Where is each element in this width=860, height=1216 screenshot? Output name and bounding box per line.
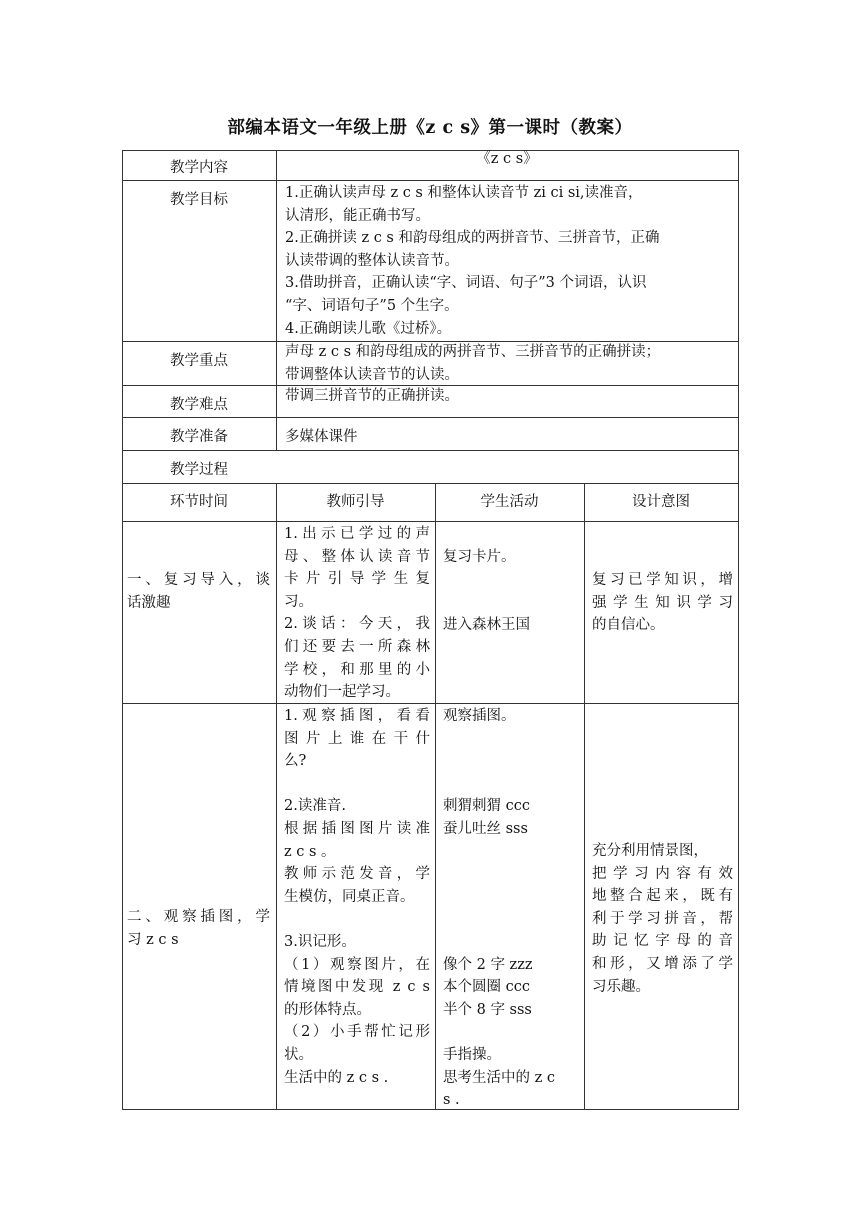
row-divider: [122, 417, 739, 418]
student-line: 复习卡片。: [443, 549, 516, 565]
teacher-line: 母、整体认读音节: [284, 548, 430, 565]
table-divider-col1-lower: [276, 483, 277, 1110]
teacher-line: 图片上谁在干什: [284, 730, 430, 747]
table-divider-col1: [276, 150, 277, 450]
table-divider-col3: [584, 483, 585, 1110]
student-line: [443, 773, 579, 796]
header-student: 学生活动: [480, 494, 539, 510]
section1-teacher: [284, 523, 430, 704]
section2-stage: [127, 906, 270, 951]
student-line: s .: [443, 1092, 460, 1109]
teacher-line: 1.出示已学过的声: [284, 526, 430, 542]
table-divider-col2: [435, 483, 436, 1110]
intent-line: 把学习内容有效: [592, 865, 733, 882]
teacher-line: （2）小手帮忙记形: [284, 1024, 430, 1041]
row-divider: [122, 483, 739, 484]
student-line: 观察插图。: [443, 708, 516, 724]
goals-line: 3.借助拼音，正确认读“字、词语、句子”3 个词语，认识: [285, 275, 647, 292]
section1-stage: [127, 569, 270, 614]
goals-line: 1.正确认读声母 z c s 和整体认读音节 zi ci si,读准音，: [285, 185, 643, 201]
goals-line: 认读带调的整体认读音节。: [285, 252, 459, 269]
goals-line: 认清形，能正确书写。: [285, 207, 430, 224]
key-line: 声母 z c s 和韵母组成的两拼音节、三拼音节的正确拼读；: [285, 344, 661, 360]
teacher-line: 情境图中发现 z c s: [284, 979, 430, 996]
section2-student: [443, 705, 579, 1112]
content-value: 《z c s》: [476, 151, 538, 167]
row-divider: [122, 521, 739, 522]
table-border-right: [738, 150, 739, 1110]
student-line: 刺猬刺猬 ccc: [443, 798, 530, 815]
student-line: [443, 728, 579, 751]
student-line: [443, 863, 579, 886]
teacher-line: 2.读准音.: [284, 798, 346, 815]
intent-line: 和形，又增添了学: [592, 955, 733, 972]
intent-line: 复习已学知识，增: [592, 572, 733, 588]
goals-line: “字、词语句子”5 个生字。: [285, 297, 459, 314]
teacher-line: 的形体特点。: [284, 1001, 371, 1018]
intent-line: 强学生知识学习: [592, 594, 733, 611]
goals-line: 2.正确拼读 z c s 和韵母组成的两拼音节、三拼音节，正确: [285, 230, 660, 247]
teacher-line: 卡片引导学生复: [284, 571, 430, 588]
prep-value: 多媒体课件: [285, 429, 358, 445]
intent-line: 充分利用情景图，: [592, 843, 708, 859]
intent-line: 助记忆字母的音: [592, 933, 733, 950]
student-line: [443, 908, 579, 931]
student-line: 半个 8 字 sss: [443, 1001, 532, 1018]
table-border-bottom: [122, 1109, 739, 1110]
section1-intent: [592, 569, 733, 637]
student-line: 本个圆圈 ccc: [443, 979, 530, 996]
student-line: [443, 591, 579, 614]
student-line: 思考生活中的 z c: [443, 1069, 555, 1086]
intent-line: 利于学习拼音，帮: [592, 910, 733, 927]
content-label: 教学内容: [170, 160, 228, 176]
student-line: [443, 569, 579, 592]
teacher-line: 2.谈话：今天，我: [284, 616, 430, 633]
row-divider: [122, 450, 739, 451]
section2-intent: [592, 840, 733, 998]
difficult-label: 教学难点: [170, 397, 228, 413]
goals-line: 4.正确朗读儿歌《过桥》。: [285, 320, 452, 337]
teacher-line: 习。: [284, 593, 313, 610]
stage-line: 二、观察插图，学: [127, 909, 270, 925]
header-intent: 设计意图: [632, 494, 690, 510]
teacher-line: 么?: [284, 753, 307, 770]
intent-line: 的自信心。: [592, 617, 665, 634]
difficult-value: 带调三拼音节的正确拼读。: [285, 388, 459, 404]
student-line: [443, 931, 579, 954]
key-line: 带调整体认读音节的认读。: [285, 366, 459, 383]
process-label: 教学过程: [170, 462, 228, 478]
row-divider: [122, 703, 739, 704]
teacher-line: 状。: [284, 1046, 313, 1063]
row-divider: [122, 180, 739, 181]
teacher-line: 动物们一起学习。: [284, 684, 400, 701]
intent-line: 地整合起来，既有: [592, 888, 733, 905]
goals-label: 教学目标: [170, 192, 228, 208]
goals-text: [285, 182, 731, 340]
stage-line: 一、复习导入，谈: [127, 572, 270, 588]
student-line: 蚕儿吐丝 sss: [443, 820, 528, 837]
header-stage: 环节时间: [170, 494, 228, 510]
student-line: 进入森林王国: [443, 616, 530, 633]
table-border-left: [122, 150, 123, 1110]
teacher-line: 3.识记形。: [284, 933, 356, 950]
page-title: 部编本语文一年级上册《z c s》第一课时（教案）: [227, 118, 633, 138]
student-line: 像个 2 字 zzz: [443, 956, 533, 973]
key-text: [285, 341, 731, 386]
teacher-line: 根据插图图片读准: [284, 820, 430, 837]
teacher-line: 1.观察插图，看看: [284, 708, 430, 724]
teacher-line: 生活中的 z c s .: [284, 1069, 389, 1086]
intent-line: 习乐趣。: [592, 978, 650, 995]
teacher-line: [284, 908, 430, 931]
teacher-line: [284, 773, 430, 796]
header-teacher: 教师引导: [326, 494, 385, 510]
key-label: 教学重点: [170, 353, 228, 369]
prep-label: 教学准备: [170, 429, 228, 445]
student-line: [443, 841, 579, 864]
section1-student: [443, 546, 579, 636]
student-line: [443, 1021, 579, 1044]
stage-line: 话激趣: [127, 594, 171, 611]
student-line: [443, 886, 579, 909]
stage-line: 习 z c s: [127, 931, 179, 948]
teacher-line: 学校，和那里的小: [284, 661, 430, 678]
teacher-line: 们还要去一所森林: [284, 638, 430, 655]
teacher-line: z c s 。: [284, 843, 336, 860]
teacher-line: （1）观察图片，在: [284, 956, 430, 973]
student-line: [443, 750, 579, 773]
student-line: 手指操。: [443, 1046, 501, 1063]
section2-teacher: [284, 705, 430, 1089]
teacher-line: 教师示范发音，学: [284, 866, 430, 883]
teacher-line: 生模仿，同桌正音。: [284, 888, 415, 905]
